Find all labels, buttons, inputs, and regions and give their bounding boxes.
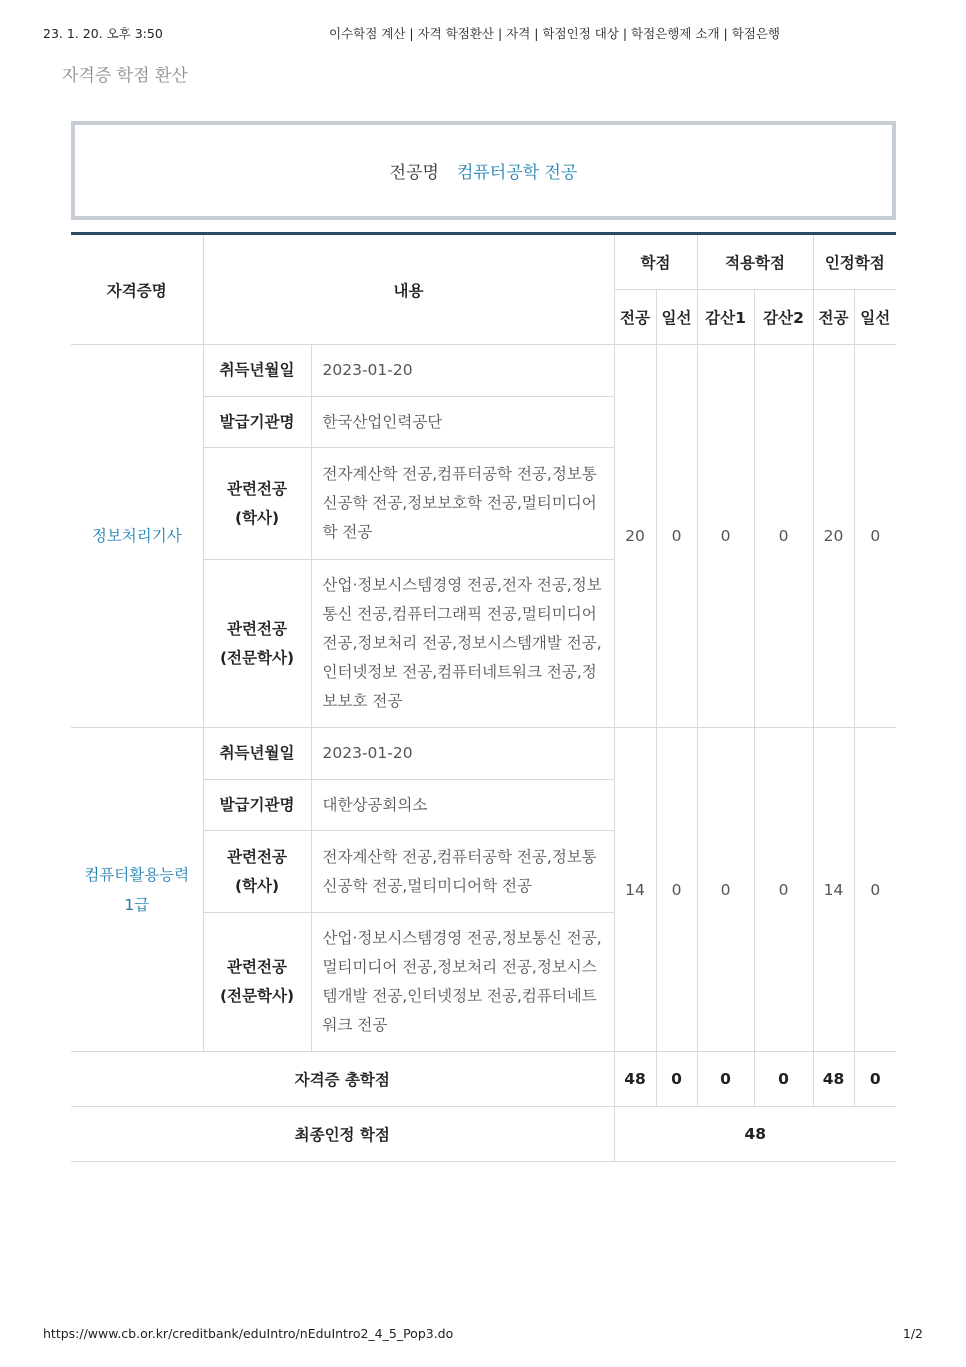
credit-major: 14 [614,728,656,1052]
associate-majors: 산업·정보시스템경영 전공,전자 전공,정보통신 전공,컴퓨터그래픽 전공,멀티미디어 전공,정보처리 전공,정보시스템개발 전공,인터넷정보 전공,컴퓨터네트워크 전공,정보보호 전공 [311,560,614,728]
page-number: 1/2 [902,1326,923,1341]
org-label: 발급기관명 [203,780,311,831]
credit-major: 20 [614,345,656,728]
credit-general: 0 [656,728,697,1052]
deduct1: 0 [697,345,754,728]
final-value: 48 [614,1107,896,1162]
bachelor-majors: 전자계산학 전공,컴퓨터공학 전공,정보통신공학 전공,정보보호학 전공,멀티미디어학 전공 [311,448,614,560]
recognized-general: 0 [854,345,896,728]
acquired-date: 2023-01-20 [311,345,614,397]
header-recognized-credit: 인정학점 [813,234,896,290]
recognized-major: 14 [813,728,854,1052]
recognized-major: 20 [813,345,854,728]
header-cert-name: 자격증명 [71,234,203,345]
issuing-org: 한국산업인력공단 [311,397,614,448]
total-row [71,1052,896,1107]
print-date: 23. 1. 20. 오후 3:50 [43,26,163,41]
header-recognized-general: 일선 [854,290,896,345]
header-deduct2: 감산2 [754,290,813,345]
print-page-title: 이수학점 계산 | 자격 학점환산 | 자격 | 학점인정 대상 | 학점은행제 소개 | 학점은행 [329,26,781,41]
date-label: 취득년월일 [203,728,311,780]
credit-general: 0 [656,345,697,728]
bachelor-majors: 전자계산학 전공,컴퓨터공학 전공,정보통신공학 전공,멀티미디어학 전공 [311,831,614,913]
recognized-general: 0 [854,728,896,1052]
header-credit: 학점 [614,234,697,290]
associate-label: 관련전공 (전문학사) [203,913,311,1052]
page-url: https://www.cb.or.kr/creditbank/eduIntro/nEduIntro2_4_5_Pop3.do [43,1326,454,1341]
org-label: 발급기관명 [203,397,311,448]
final-label: 최종인정 학점 [71,1107,614,1162]
major-label: 전공명 [389,163,439,183]
print-header [43,24,923,44]
associate-majors: 산업·정보시스템경영 전공,정보통신 전공,멀티미디어 전공,정보처리 전공,정보시스템개발 전공,인터넷정보 전공,컴퓨터네트워크 전공 [311,913,614,1052]
acquired-date: 2023-01-20 [311,728,614,780]
associate-label: 관련전공 (전문학사) [203,560,311,728]
issuing-org: 대한상공회의소 [311,780,614,831]
total-recognized-general: 0 [854,1052,896,1107]
date-label: 취득년월일 [203,345,311,397]
header-recognized-major: 전공 [813,290,854,345]
header-content: 내용 [203,234,614,345]
table-row [71,728,896,780]
deduct2: 0 [754,345,813,728]
section-title: 자격증 학점 환산 [62,66,188,86]
total-deduct1: 0 [697,1052,754,1107]
deduct2: 0 [754,728,813,1052]
major-box [71,121,896,220]
bachelor-label: 관련전공 (학사) [203,831,311,913]
header-applied-credit: 적용학점 [697,234,813,290]
cert-name: 정보처리기사 [71,345,203,728]
print-footer [43,1326,923,1346]
header-deduct1: 감산1 [697,290,754,345]
header-general: 일선 [656,290,697,345]
table-row [71,345,896,397]
bachelor-label: 관련전공 (학사) [203,448,311,560]
deduct1: 0 [697,728,754,1052]
total-credit-major: 48 [614,1052,656,1107]
total-recognized-major: 48 [813,1052,854,1107]
total-deduct2: 0 [754,1052,813,1107]
cert-name: 컴퓨터활용능력 1급 [71,728,203,1052]
total-credit-general: 0 [656,1052,697,1107]
total-label: 자격증 총학점 [71,1052,614,1107]
credit-conversion-table [71,232,896,1162]
header-major: 전공 [614,290,656,345]
major-value: 컴퓨터공학 전공 [456,163,578,183]
final-row [71,1107,896,1162]
